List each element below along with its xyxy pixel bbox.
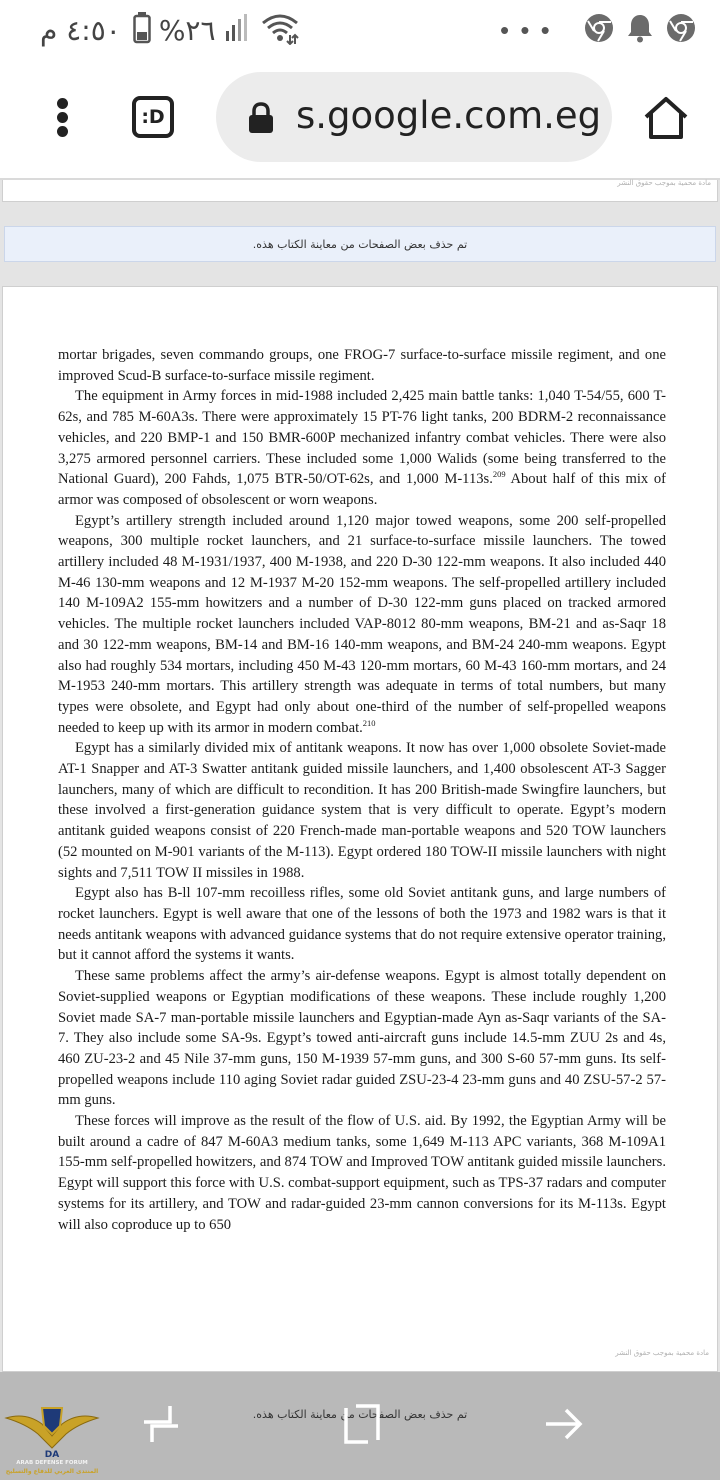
previous-page-bottom xyxy=(2,180,718,202)
book-page xyxy=(2,286,718,1372)
clock: ٤:٥٠ م xyxy=(40,13,121,47)
recents-icon[interactable] xyxy=(138,1400,186,1448)
paragraph xyxy=(58,511,666,739)
tabs-label: :D xyxy=(141,106,165,128)
paragraph: Egypt has a similarly divided mix of antitank weapons. It now has over 1,000 obsolete Soviet-made AT-1 Snapper and AT-3 Swatter antitank guided missile launchers, and 1,400 obsolescent AT-3 Sagger launchers, many of which are difficult to recondition. It has 200 British-made Swingfire launchers, but these involved a first-generation guidance system that is very difficult to operate. Egypt’s modern antitank guided weapons consist of 220 French-made man-portable weapons and 520 TOW launchers (52 mounted on M-901 variants of the M-113). Egypt ordered 180 TOW-II missile launchers with night sights and 7,511 TOW II missiles in 1988. xyxy=(58,740,666,881)
forum-watermark-logo xyxy=(4,1396,100,1480)
paragraph: These same problems affect the army’s air-defense weapons. Egypt is almost totally dependent on Soviet-supplied weapons or Egyptian modifications of these weapons. These include roughly 1,200 Soviet made SA-7 man-portable missile launchers and Egyptian-made Ayn as-Saqr variants of the SA-7. They also include some SA-9s. Egypt’s towed anti-aircraft guns include 14.5-mm ZUU 2s and 4s, 460 ZU-23-2 and 45 Nile 37-mm guns, 150 M-1939 57-mm guns, and 300 S-60 57-mm guns. Its self-propelled weapons include 110 aging Soviet radar guided ZSU-23-4 23-mm guns and 40 ZSU-57-2 57-mm guns. xyxy=(58,968,666,1109)
back-arrow-icon[interactable] xyxy=(540,1400,588,1448)
wifi-icon xyxy=(260,11,300,50)
home-icon[interactable] xyxy=(642,94,690,142)
notification-bell-icon xyxy=(626,13,654,48)
watermark-arabic: المنتدى العربي للدفاع والتسليح xyxy=(5,1468,99,1475)
book-text xyxy=(58,345,666,1235)
copyright-note: مادة محمية بموجب حقوق النشر xyxy=(615,1349,709,1357)
removed-pages-notice-text: تم حذف بعض الصفحات من معاينة الكتاب هذه. xyxy=(252,237,468,251)
footnote-ref[interactable]: 209 xyxy=(492,469,506,480)
removed-pages-notice-text: تم حذف بعض الصفحات من معاينة الكتاب هذه. xyxy=(252,1408,468,1421)
home-square-icon[interactable] xyxy=(338,1400,386,1448)
tabs-button[interactable] xyxy=(132,96,174,138)
paragraph: These forces will improve as the result of the flow of U.S. aid. By 1992, the Egyptian Army will be built around a cadre of 847 M-60A3 medium tanks, some 1,649 M-113 APC variants, 368 M-109A1 155-mm self-propelled howitzers, and 874 TOW and Improved TOW antitank guided missile launchers. Egypt will support this force with U.S. combat-support equipment, such as TPS-37 radars and computer systems for its artillery, and TOW and radar-guided 23-mm cannon conversions for its M-113s. Egypt will also coproduce up to 650 xyxy=(58,1113,666,1233)
status-bar xyxy=(0,0,720,58)
paragraph-text: Egypt’s artillery strength included around 1,120 major towed weapons, some 200 self-propelled weapons, 300 multiple rocket launchers, and 21 surface-to-surface missile launchers. The towed artillery included 48 M-1931/1937, 400 M-1938, and 220 D-30 122-mm weapons. It also included 440 M-46 130-mm weapons and 12 M-1937 M-20 152-mm weapons. The self-propelled artillery included 140 M-109A2 155-mm howitzers and a number of D-30 122-mm guns placed on tracked armored vehicles. The multiple rocket launchers included VAP-8012 80-mm weapons, BM-21 and as-Saqr 18 and 30 122-mm weapons, BM-14 and BM-16 140-mm weapons, and BM-24 240-mm weapons. Egypt also had roughly 534 mortars, including 450 M-43 120-mm mortars, 60 M-43 160-mm mortars, and 24 M-1953 240-mm mortars. This artillery strength was adequate in terms of total numbers, but many types were obsolete, and Egypt had only about one-third of the number of self-propelled weapons needed to keep up with its armor in modern combat. xyxy=(58,512,666,736)
eagle-emblem-icon xyxy=(4,1396,100,1452)
paragraph: Egypt also has B-ll 107-mm recoilless rifles, some old Soviet antitank guns, and large numbers of rocket launchers. Egypt is well aware that one of the lessons of both the 1973 and 1982 wars is that it needs antitank weapons with advanced guidance systems that do not require extensive operator training, but it cannot afford the systems it wants. xyxy=(58,885,666,964)
chrome-icon xyxy=(666,13,696,48)
signal-icon xyxy=(224,13,254,48)
paragraph-text: About half of this mix of armor was composed of obsolescent or worn weapons. xyxy=(58,471,666,508)
overflow-dots: • • • xyxy=(500,14,552,45)
url-bar[interactable] xyxy=(216,72,612,162)
watermark-abbr: DA xyxy=(44,1450,60,1460)
battery-percent: %٢٦ xyxy=(158,13,216,47)
watermark-name: ARAB DEFENSE FORUM xyxy=(16,1460,88,1466)
menu-dots-icon[interactable] xyxy=(48,96,78,140)
paragraph-text: The equipment in Army forces in mid-1988 included 2,425 main battle tanks: 1,040 T-54/55, 600 T-62s, and 785 M-60A3s. There were approximately 15 PT-76 light tanks, 200 BDRM-2 reconnaissance vehicles, and 220 BMP-1 and 150 BMR-600P mechanized infantry combat vehicles. There were also 3,275 armored personnel carriers. These included some 1,000 Walids (some being transferred to the National Guard), 200 Fahds, 1,075 BTR-50/OT-62s, and 1,000 M-113s. xyxy=(58,388,666,488)
browser-toolbar xyxy=(0,58,720,178)
footnote-ref[interactable]: 210 xyxy=(362,717,376,728)
battery-icon xyxy=(133,12,151,49)
paragraph: mortar brigades, seven commando groups, one FROG-7 surface-to-surface missile regiment, and one improved Scud-B surface-to-surface missile regiment. xyxy=(58,347,666,384)
lock-icon xyxy=(248,102,274,134)
paragraph xyxy=(58,386,666,510)
chrome-icon xyxy=(584,13,614,48)
removed-pages-notice xyxy=(4,226,716,262)
status-left-group xyxy=(40,10,300,50)
url-text: s.google.com.eg xyxy=(296,94,602,137)
copyright-note: مادة محمية بموجب حقوق النشر xyxy=(617,179,711,187)
status-right-group xyxy=(500,10,696,50)
